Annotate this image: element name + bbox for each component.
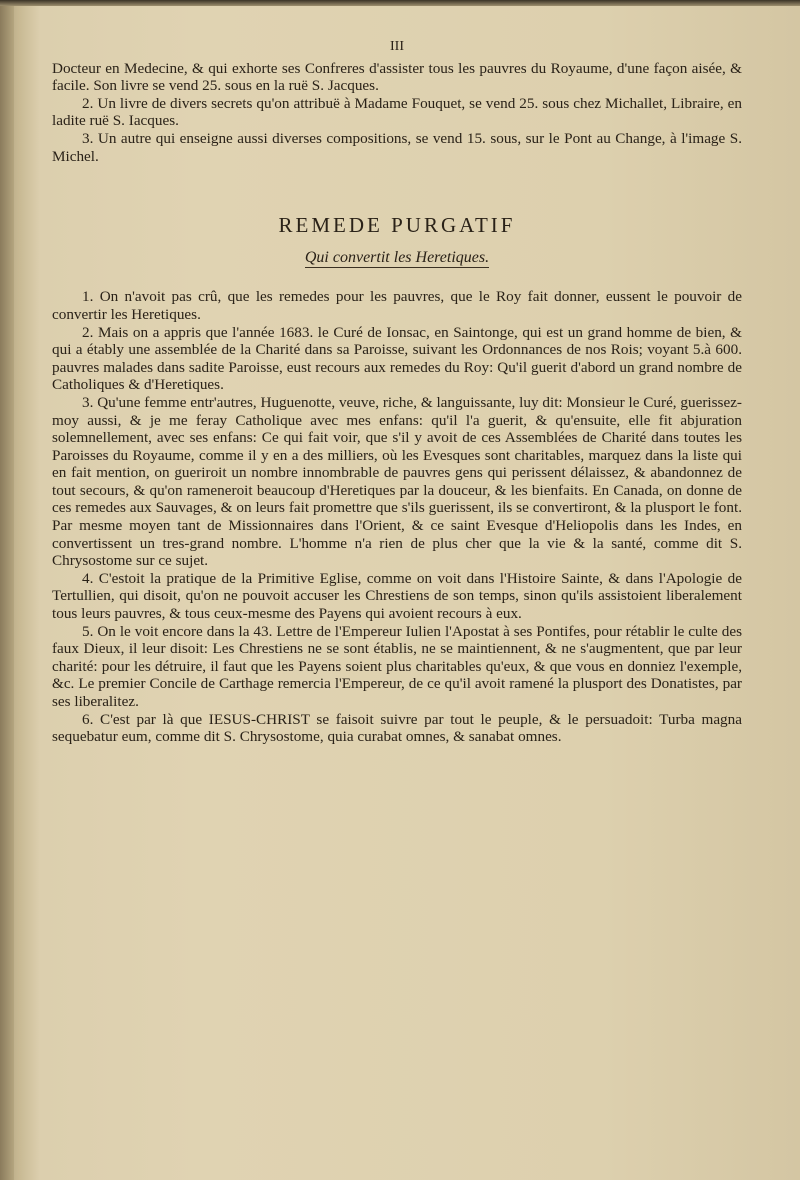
paragraph-5: 5. On le voit encore dans la 43. Lettre de l'Empereur Iulien l'Apostat à ses Pontifes, pour rétablir le culte des faux Dieux, il leur disoit: Les Chrestiens ne se sont établis, ne se maintiennent, & ne s'augmentent, que par leur charité: pour les détruire, il faut que les Payens soient plus charitables qu'eux, & que vous en donniez l'exemple, &c. Le premier Concile de Carthage remercia l'Empereur, de ce qu'il avoit ramené la plusport des Donatistes, par ses liberalitez.	[52, 622, 742, 710]
paragraph-3: 3. Qu'une femme entr'autres, Huguenotte, veuve, riche, & languissante, luy dit: Monsieur le Curé, guerissez-moy aussi, & je me feray Catholique avec mes enfans: qu'il l'a guerit, & qu'ensuite, elle fit abjuration solemnellement, avec ses enfans: Ce qui fait voir, que s'il y avoit de ces Assemblées de Charité dans toutes les Paroisses du Royaume, comme il y en a des milliers, où les Evesques sont charitables, marquez dans la liste qui en fait mention, on gueriroit un nombre innombrable de pauvres gens qui perissent délaissez, & abandonnez de tout secours, & qu'on rameneroit beaucoup d'Heretiques par la douceur, & les bienfaits. En Canada, on donne de ces remedes aux Sauvages, & on leurs fait promettre que s'ils guerissent, ils se convertiront, & la plusport le font. Par mesme moyen tant de Missionnaires dans l'Orient, & ce saint Evesque d'Heliopolis dans les Indes, en convertissent un tres-grand nombre. L'homme n'a rien de plus cher que la vie & la santé, comme dit S. Chrysostome sur ce sujet.	[52, 393, 742, 570]
paragraph-4: 4. C'estoit la pratique de la Primitive Eglise, comme on voit dans l'Histoire Sainte, & dans l'Apologie de Tertullien, qui disoit, qu'on ne pouvoit accuser les Chrestiens de son temps, sinon qu'ils assistoient liberalement tous leurs pauvres, & tous ceux-mesme des Payens qui avoient recours à eux.	[52, 569, 742, 623]
paragraph-6: 6. C'est par là que IESUS-CHRIST se faisoit suivre par tout le peuple, & le persuadoit: Turba magna sequebatur eum, comme dit S. Chrysostome, quia curabat omnes, & sanabat omnes.	[52, 710, 742, 746]
top-edge	[0, 0, 800, 6]
intro-paragraph-3: 3. Un autre qui enseigne aussi diverses compositions, se vend 15. sous, sur le Pont au Change, à l'image S. Michel.	[52, 129, 742, 165]
page-number: III	[390, 39, 404, 54]
paragraph-2: 2. Mais on a appris que l'année 1683. le Curé de Ionsac, en Saintonge, qui est un grand homme de bien, & qui a étably une assemblée de la Charité dans sa Paroisse, suivant les Ordonnances de nos Rois; voyant 5.à 600. pauvres malades dans sadite Paroisse, eust recours aux remedes du Roy: Qu'il guerit d'abord un grand nombre de Catholiques & d'Heretiques.	[52, 323, 742, 394]
book-spine-shadow	[0, 0, 14, 1180]
section-subtitle-text: Qui convertit les Heretiques.	[304, 248, 490, 266]
section-subtitle	[52, 249, 742, 267]
intro-paragraph-2: 2. Un livre de divers secrets qu'on attribuë à Madame Fouquet, se vend 25. sous chez Michallet, Libraire, en ladite ruë S. Iacques.	[52, 94, 742, 130]
intro-paragraph-1: Docteur en Medecine, & qui exhorte ses Confreres d'assister tous les pauvres du Royaume, d'une façon aisée, & facile. Son livre se vend 25. sous en la ruë S. Jacques.	[52, 59, 742, 95]
paragraph-1: 1. On n'avoit pas crû, que les remedes pour les pauvres, que le Roy fait donner, eussent le pouvoir de convertir les Heretiques.	[52, 288, 742, 323]
section-title: REMEDE PURGATIF	[278, 213, 516, 238]
page-content	[52, 38, 742, 746]
